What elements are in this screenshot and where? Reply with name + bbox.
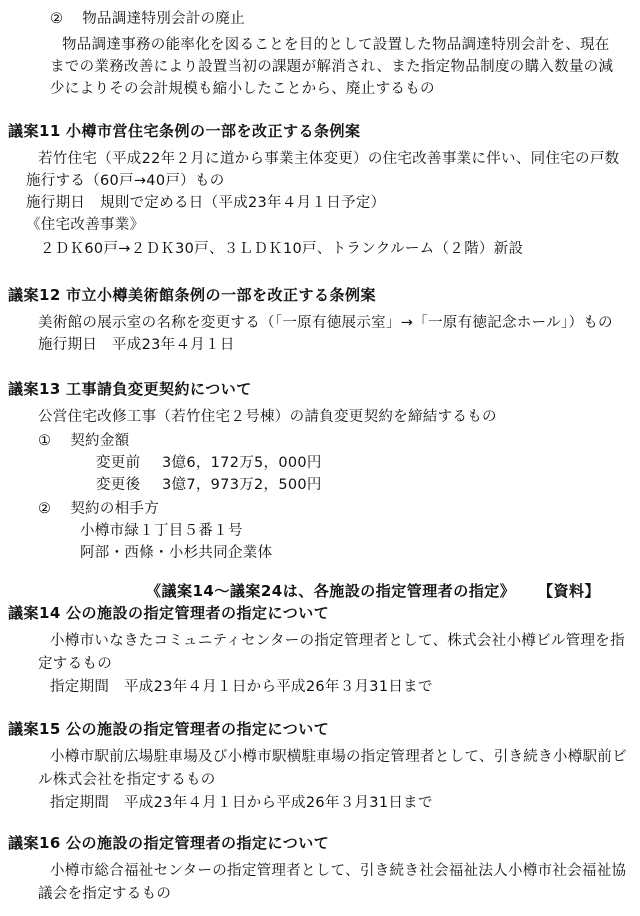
gian12-line: 施行期日 平成23年４月１日	[38, 337, 235, 353]
gian13-party	[38, 498, 159, 520]
gian13-amount-before	[96, 452, 322, 474]
gian15-line: ル株式会社を指定するもの	[38, 772, 216, 788]
gian16-title: 公の施設の指定管理者の指定について	[66, 834, 330, 852]
gian15-title: 公の施設の指定管理者の指定について	[66, 720, 330, 738]
gian13-contract	[38, 430, 129, 452]
gian12-title: 市立小樽美術館条例の一部を改正する条例案	[66, 286, 377, 304]
gian13-title: 工事請負変更契約について	[66, 380, 252, 398]
amount-before-value: 3億6，172万5，000円	[162, 455, 322, 471]
gian15-line: 指定期間 平成23年４月１日から平成26年３月31日まで	[50, 795, 433, 811]
gian16-line: 小樽市総合福祉センターの指定管理者として、引き続き社会福祉法人小樽市社会福祉協	[50, 863, 627, 879]
gian13-party-address: 小樽市緑１丁目５番１号	[80, 523, 243, 539]
gian15-heading	[8, 718, 329, 740]
gian13-party-label: 契約の相手方	[70, 501, 160, 517]
gian16-heading	[8, 832, 329, 854]
gian11-line: 施行期日 規則で定める日（平成23年４月１日予定）	[26, 195, 386, 211]
gian14-line: 指定期間 平成23年４月１日から平成26年３月31日まで	[50, 679, 433, 695]
intro-item-title: 物品調達特別会計の廃止	[82, 11, 246, 27]
gian15-number: 議案15	[8, 720, 61, 738]
gian12-line: 美術館の展示室の名称を変更する（「一原有徳展示室」→「一原有徳記念ホール」）もの	[38, 315, 613, 331]
gian14-heading	[8, 602, 329, 624]
group-note: 《議案14～議案24は、各施設の指定管理者の指定》	[146, 582, 516, 600]
intro-desc-line: 少によりその会計規模も縮小したことから、廃止するもの	[50, 81, 435, 97]
gian14-line: 定するもの	[38, 656, 112, 672]
gian13-desc: 公営住宅改修工事（若竹住宅２号棟）の請負変更契約を締結するもの	[38, 409, 497, 425]
gian11-line: 若竹住宅（平成22年２月に道から事業主体変更）の住宅改善事業に伴い、同住宅の戸数	[38, 151, 620, 167]
gian16-line: 議会を指定するもの	[38, 886, 172, 902]
amount-after-label: 変更後	[96, 477, 141, 493]
gian15-line: 小樽市駅前広場駐車場及び小樽市駅横駐車場の指定管理者として、引き続き小樽駅前ビ	[50, 749, 627, 765]
gian12-number: 議案12	[8, 286, 61, 304]
gian14-line: 小樽市いなきたコミュニティセンターの指定管理者として、株式会社小樽ビル管理を指	[50, 633, 625, 649]
gian13-heading	[8, 378, 252, 400]
gian14-number: 議案14	[8, 604, 61, 622]
gian16-number: 議案16	[8, 834, 61, 852]
gian11-title: 小樽市営住宅条例の一部を改正する条例案	[66, 122, 361, 140]
intro-item-number: ②	[50, 11, 64, 27]
intro-item	[50, 8, 245, 30]
gian13-amount-after	[96, 474, 322, 496]
amount-after-value: 3億7，973万2，500円	[162, 477, 322, 493]
gian14-title: 公の施設の指定管理者の指定について	[66, 604, 330, 622]
amount-before-label: 変更前	[96, 455, 141, 471]
gian13-contract-label: 契約金額	[70, 433, 130, 449]
gian13-party-name: 阿部・西條・小杉共同企業体	[80, 545, 273, 561]
gian13-party-number: ②	[38, 501, 52, 517]
resource-tag: 【資料】	[538, 582, 601, 600]
intro-desc-line: までの業務改善により設置当初の課題が解消され、また指定物品制度の購入数量の減	[50, 59, 614, 75]
gian12-heading	[8, 284, 376, 306]
gian13-number: 議案13	[8, 380, 61, 398]
gian13-contract-number: ①	[38, 433, 52, 449]
gian11-line: 《住宅改善事業》	[26, 217, 145, 233]
gian11-line: 施行する（60戸→40戸）もの	[26, 173, 225, 189]
gian11-number: 議案11	[8, 122, 61, 140]
gian11-heading	[8, 120, 361, 142]
gian11-line: ２ＤＫ60戸→２ＤＫ30戸、３ＬＤＫ10戸、トランクルーム（２階）新設	[40, 241, 524, 257]
intro-desc-line: 物品調達事務の能率化を図ることを目的として設置した物品調達特別会計を、現在	[62, 37, 610, 53]
